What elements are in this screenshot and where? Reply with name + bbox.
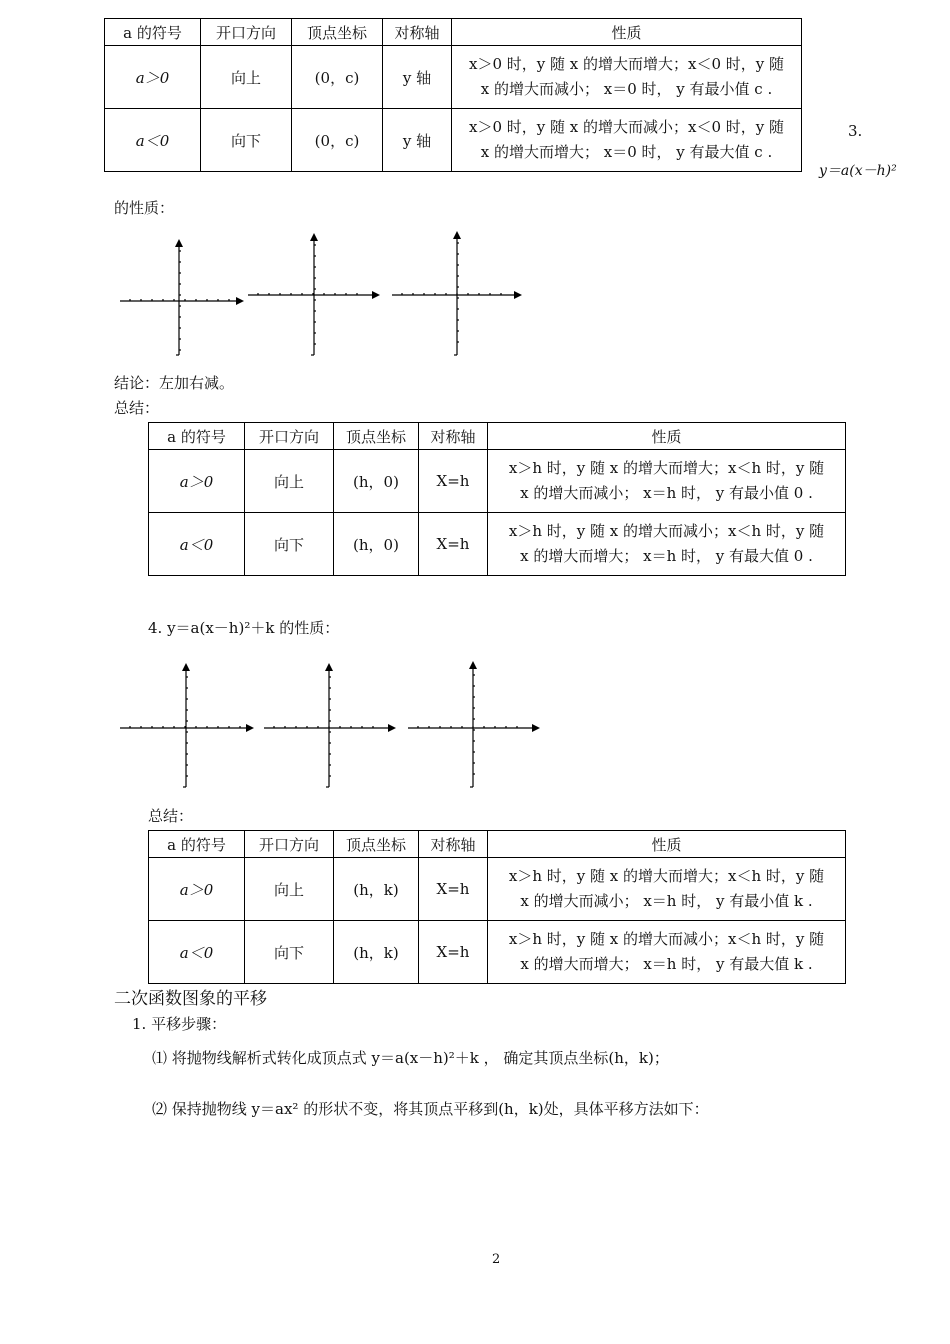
header-property: 性质 [452,19,802,46]
tick-marks [130,243,501,350]
property-line: x 的增大而增大； x＝h 时， y 有最大值 k . [520,955,813,973]
cell-axis: X=h [419,513,488,576]
axes-figure-group-2 [112,655,552,795]
cell-direction: 向上 [201,46,292,109]
header-sign: a 的符号 [105,19,201,46]
header-sign: a 的符号 [149,831,245,858]
cell-property [452,46,802,109]
property-line: x＞h 时，y 随 x 的增大而减小；x＜h 时，y 随 [508,930,825,948]
cell-vertex: (h，k) [334,858,419,921]
section-4-title: 4. y＝a(x－h)²＋k 的性质： [148,619,340,637]
cell-axis: X=h [419,450,488,513]
axes-1 [120,663,254,787]
axes-1 [120,239,244,355]
property-line: x＞0 时，y 随 x 的增大而增大；x＜0 时，y 随 [468,55,785,73]
cell-sign: a＜0 [149,513,245,576]
cell-direction: 向下 [245,921,334,984]
axes-figure-group-1 [110,225,540,360]
axes-2 [248,233,380,355]
cell-property [488,858,846,921]
header-vertex: 顶点坐标 [292,19,383,46]
property-line: x＞h 时，y 随 x 的增大而增大；x＜h 时，y 随 [508,459,825,477]
table-y-a-x-minus-h-squared [148,422,846,576]
header-vertex: 顶点坐标 [334,423,419,450]
cell-vertex: (h，k) [334,921,419,984]
cell-vertex: (0，c) [292,46,383,109]
table-y-ax2-c [104,18,802,172]
step-2: ⑵ 保持抛物线 y＝ax² 的形状不变，将其顶点平移到(h，k)处，具体平移方法如下： [152,1100,709,1118]
header-direction: 开口方向 [245,423,334,450]
property-line: x＞h 时，y 随 x 的增大而增大；x＜h 时，y 随 [508,867,825,885]
step-title: 1. 平移步骤： [132,1015,227,1033]
summary-label-2: 总结： [148,807,194,825]
section-3-number: 3. [848,122,863,140]
section-3-suffix: 的性质： [114,199,175,217]
cell-axis: X=h [419,921,488,984]
cell-axis: y 轴 [383,109,452,172]
section-heading-translation: 二次函数图象的平移 [114,989,267,1009]
section-3-formula: y＝a(x－h)² [819,163,897,179]
header-property: 性质 [488,423,846,450]
cell-vertex: (h，0) [334,513,419,576]
property-line: x 的增大而减小； x＝h 时， y 有最小值 k . [520,892,813,910]
page-number: 2 [492,1252,501,1267]
property-line: x 的增大而增大； x＝0 时， y 有最大值 c . [480,143,773,161]
conclusion-text: 结论：左加右减。 [114,374,235,392]
header-direction: 开口方向 [245,831,334,858]
header-sign: a 的符号 [149,423,245,450]
cell-axis: X=h [419,858,488,921]
header-axis: 对称轴 [419,423,488,450]
cell-vertex: (h，0) [334,450,419,513]
cell-sign: a＜0 [149,921,245,984]
axes-2 [264,663,396,787]
cell-property [488,513,846,576]
property-line: x＞0 时，y 随 x 的增大而减小；x＜0 时，y 随 [468,118,785,136]
cell-direction: 向下 [245,513,334,576]
table-y-a-x-minus-h-squared-plus-k [148,830,846,984]
property-line: x 的增大而增大； x＝h 时， y 有最大值 0 . [520,547,813,565]
property-line: x 的增大而减小； x＝0 时， y 有最小值 c . [480,80,773,98]
cell-axis: y 轴 [383,46,452,109]
header-axis: 对称轴 [383,19,452,46]
header-axis: 对称轴 [419,831,488,858]
tick-marks [130,675,517,776]
cell-property [452,109,802,172]
summary-label-1: 总结： [114,399,160,417]
cell-direction: 向下 [201,109,292,172]
step-1: ⑴ 将抛物线解析式转化成顶点式 y＝a(x－h)²＋k ， 确定其顶点坐标(h，k)； [152,1049,669,1067]
cell-sign: a＜0 [105,109,201,172]
cell-sign: a＞0 [149,450,245,513]
header-direction: 开口方向 [201,19,292,46]
axes-3 [408,661,540,787]
cell-property [488,450,846,513]
cell-property [488,921,846,984]
header-property: 性质 [488,831,846,858]
cell-vertex: (0，c) [292,109,383,172]
property-line: x 的增大而减小； x＝h 时， y 有最小值 0 . [520,484,813,502]
cell-sign: a＞0 [149,858,245,921]
cell-direction: 向上 [245,450,334,513]
property-line: x＞h 时，y 随 x 的增大而减小；x＜h 时，y 随 [508,522,825,540]
cell-direction: 向上 [245,858,334,921]
header-vertex: 顶点坐标 [334,831,419,858]
cell-sign: a＞0 [105,46,201,109]
